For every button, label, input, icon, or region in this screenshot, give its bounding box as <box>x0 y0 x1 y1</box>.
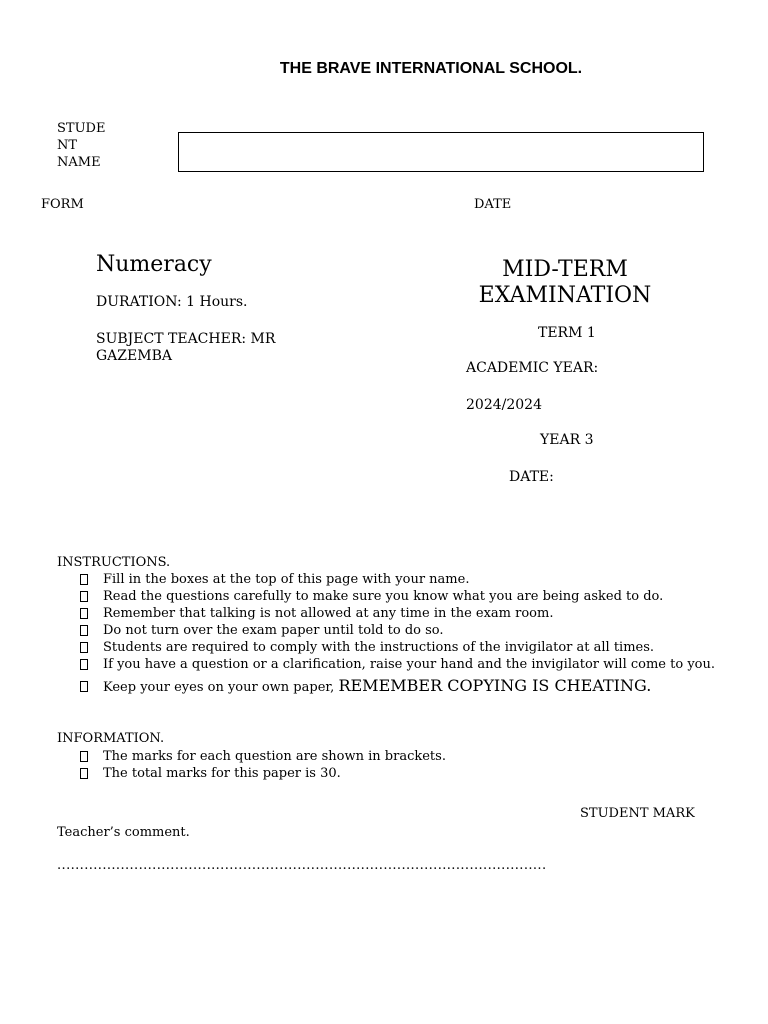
list-item <box>80 765 730 782</box>
list-item <box>80 656 730 673</box>
list-item <box>80 622 730 639</box>
checkbox-bullet-icon <box>80 608 88 619</box>
academic-year-value: 2024/2024 <box>466 397 542 413</box>
exam-date-label: DATE: <box>509 469 554 485</box>
comment-line: ............................................................................................................ <box>57 858 547 873</box>
checkbox-bullet-icon <box>80 642 88 653</box>
exam-title-line: MID-TERM <box>502 257 628 282</box>
academic-year-label: ACADEMIC YEAR: <box>466 360 599 376</box>
school-name: THE BRAVE INTERNATIONAL SCHOOL. <box>279 60 583 77</box>
year-level: YEAR 3 <box>540 432 594 448</box>
checkbox-bullet-icon <box>80 751 88 762</box>
instructions-list <box>80 571 730 698</box>
term-text: TERM 1 <box>538 325 596 341</box>
checkbox-bullet-icon <box>80 768 88 779</box>
information-text: The marks for each question are shown in brackets. <box>103 749 446 764</box>
checkbox-bullet-icon <box>80 625 88 636</box>
list-item <box>80 639 730 656</box>
subject-teacher: SUBJECT TEACHER: MR GAZEMBA <box>96 331 276 364</box>
list-item <box>80 675 730 698</box>
checkbox-bullet-icon <box>80 659 88 670</box>
student-mark-label: STUDENT MARK <box>580 806 695 821</box>
instruction-text: Do not turn over the exam paper until told to do so. <box>103 623 444 638</box>
student-name-label-line: STUDE <box>57 121 106 136</box>
teacher-comment-label: Teacher’s comment. <box>57 825 190 840</box>
exam-title <box>458 257 672 309</box>
instruction-text: Keep your eyes on your own paper, <box>103 680 339 695</box>
list-item <box>80 588 730 605</box>
list-item <box>80 748 730 765</box>
instructions-heading: INSTRUCTIONS. <box>57 555 171 570</box>
list-item <box>80 571 730 588</box>
instruction-text: Read the questions carefully to make sure you know what you are being asked to do. <box>103 589 664 604</box>
student-name-field[interactable] <box>178 132 704 172</box>
checkbox-bullet-icon <box>80 574 88 585</box>
information-heading: INFORMATION. <box>57 731 165 746</box>
student-name-label-line: NAME <box>57 155 101 170</box>
exam-title-line: EXAMINATION <box>478 283 652 308</box>
information-text: The total marks for this paper is 30. <box>103 766 341 781</box>
copying-warning: REMEMBER COPYING IS CHEATING. <box>338 676 652 695</box>
form-label: FORM <box>41 197 84 212</box>
instruction-text: If you have a question or a clarification, raise your hand and the invigilator will come to you. <box>103 657 715 672</box>
list-item <box>80 605 730 622</box>
student-name-label <box>57 120 127 171</box>
checkbox-bullet-icon <box>80 591 88 602</box>
subject-title: Numeracy <box>96 252 212 277</box>
instruction-text: Remember that talking is not allowed at any time in the exam room. <box>103 606 554 621</box>
instruction-text: Students are required to comply with the instructions of the invigilator at all times. <box>103 640 655 655</box>
student-name-label-line: NT <box>57 138 78 153</box>
duration-text: DURATION: 1 Hours. <box>96 294 248 310</box>
checkbox-bullet-icon <box>80 681 88 692</box>
date-label: DATE <box>474 197 512 212</box>
instruction-text: Fill in the boxes at the top of this page with your name. <box>103 572 470 587</box>
information-list <box>80 748 730 782</box>
